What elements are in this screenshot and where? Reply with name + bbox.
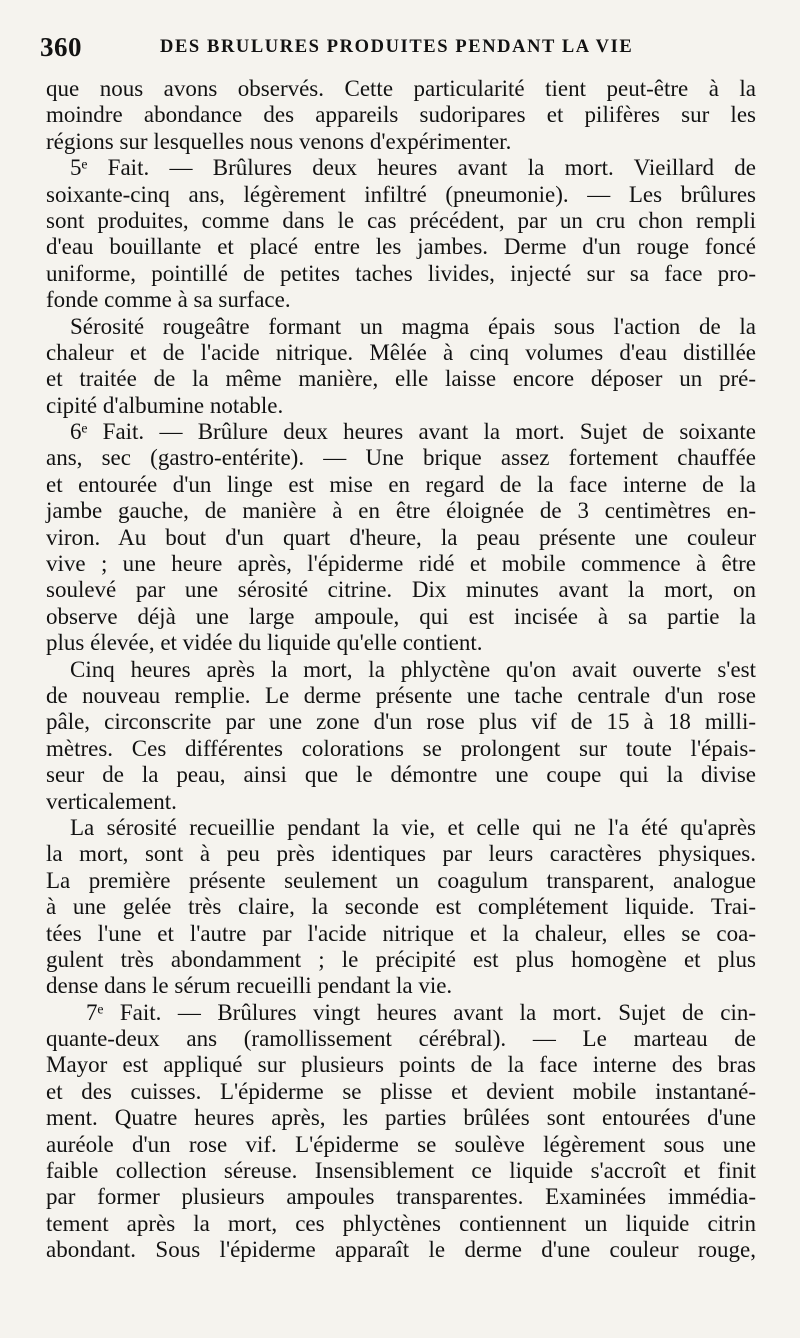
text-line: d'eau bouillante et placé entre les jambes. Derme d'un rouge foncé bbox=[46, 234, 756, 260]
page-header bbox=[40, 32, 755, 68]
text-line: Sérosité rougeâtre formant un magma épais sous l'action de la bbox=[70, 313, 756, 339]
text-line: La première présente seulement un coagulum transparent, analogue bbox=[46, 867, 756, 893]
text-line: et des cuisses. L'épiderme se plisse et devient mobile instantané- bbox=[46, 1078, 756, 1104]
text-line: observe déjà une large ampoule, qui est incisée à sa partie la bbox=[46, 603, 756, 629]
text-line: 6ᵉ Fait. — Brûlure deux heures avant la mort. Sujet de soixante bbox=[70, 419, 756, 445]
text-line: ment. Quatre heures après, les parties brûlées sont entourées d'une bbox=[46, 1105, 756, 1131]
text-line: vive ; une heure après, l'épiderme ridé et mobile commence à être bbox=[46, 551, 756, 577]
text-line: la mort, sont à peu près identiques par leurs caractères physiques. bbox=[46, 841, 756, 867]
text-line: dense dans le sérum recueilli pendant la vie. bbox=[46, 973, 453, 999]
text-line: faible collection séreuse. Insensiblement ce liquide s'accroît et finit bbox=[46, 1158, 756, 1184]
text-line: à une gelée très claire, la seconde est complétement liquide. Trai- bbox=[46, 894, 756, 920]
body-text bbox=[46, 76, 756, 1264]
text-line: quante-deux ans (ramollissement cérébral). — Le marteau de bbox=[46, 1026, 756, 1052]
text-line: fonde comme à sa surface. bbox=[46, 287, 291, 313]
text-line: moindre abondance des appareils sudoripares et pilifères sur les bbox=[46, 102, 756, 128]
text-line: et traitée de la même manière, elle laisse encore déposer un pré- bbox=[46, 366, 756, 392]
text-line: jambe gauche, de manière à en être éloignée de 3 centimètres en- bbox=[46, 498, 756, 524]
text-line: La sérosité recueillie pendant la vie, et celle qui ne l'a été qu'après bbox=[70, 814, 756, 840]
text-line: uniforme, pointillé de petites taches livides, injecté sur sa face pro- bbox=[46, 260, 756, 286]
text-line: abondant. Sous l'épiderme apparaît le derme d'une couleur rouge, bbox=[46, 1237, 756, 1263]
text-line: viron. Au bout d'un quart d'heure, la peau présente une couleur bbox=[46, 524, 756, 550]
text-line: Mayor est appliqué sur plusieurs points de la face interne des bras bbox=[46, 1052, 756, 1078]
text-line: mètres. Ces différentes colorations se prolongent sur toute l'épais- bbox=[46, 735, 756, 761]
text-line: par former plusieurs ampoules transparentes. Examinées immédia- bbox=[46, 1184, 756, 1210]
text-line: régions sur lesquelles nous venons d'expérimenter. bbox=[46, 128, 512, 154]
text-line: chaleur et de l'acide nitrique. Mêlée à cinq volumes d'eau distillée bbox=[46, 339, 756, 365]
text-line: cipité d'albumine notable. bbox=[46, 392, 284, 418]
text-line: sont produites, comme dans le cas précédent, par un cru chon rempli bbox=[46, 207, 756, 233]
text-line: de nouveau remplie. Le derme présente une tache centrale d'un rose bbox=[46, 682, 756, 708]
text-line: ans, sec (gastro-entérite). — Une brique assez fortement chauffée bbox=[46, 445, 756, 471]
text-line: gulent très abondamment ; le précipité est plus homogène et plus bbox=[46, 946, 756, 972]
text-line: 5ᵉ Fait. — Brûlures deux heures avant la mort. Vieillard de bbox=[70, 155, 756, 181]
text-line: Cinq heures après la mort, la phlyctène qu'on avait ouverte s'est bbox=[70, 656, 756, 682]
text-line: 7ᵉ Fait. — Brûlures vingt heures avant la mort. Sujet de cin- bbox=[86, 999, 756, 1025]
running-head: DES BRULURES PRODUITES PENDANT LA VIE bbox=[160, 37, 634, 57]
text-line: plus élevée, et vidée du liquide qu'elle contient. bbox=[46, 630, 483, 656]
text-line: et entourée d'un linge est mise en regard de la face interne de la bbox=[46, 471, 756, 497]
text-line: seur de la peau, ainsi que le démontre une coupe qui la divise bbox=[46, 762, 756, 788]
text-line: que nous avons observés. Cette particularité tient peut-être à la bbox=[46, 76, 756, 101]
text-line: soulevé par une sérosité citrine. Dix minutes avant la mort, on bbox=[46, 577, 756, 603]
text-line: soixante-cinq ans, légèrement infiltré (pneumonie). — Les brûlures bbox=[46, 181, 756, 207]
text-line: pâle, circonscrite par une zone d'un rose plus vif de 15 à 18 milli- bbox=[46, 709, 756, 735]
page-number: 360 bbox=[40, 32, 82, 62]
text-line: auréole d'un rose vif. L'épiderme se soulève légèrement sous une bbox=[46, 1131, 756, 1157]
text-line: tées l'une et l'autre par l'acide nitrique et la chaleur, elles se coa- bbox=[46, 920, 756, 946]
text-line: tement après la mort, ces phlyctènes contiennent un liquide citrin bbox=[46, 1210, 756, 1236]
text-line: verticalement. bbox=[46, 788, 177, 814]
